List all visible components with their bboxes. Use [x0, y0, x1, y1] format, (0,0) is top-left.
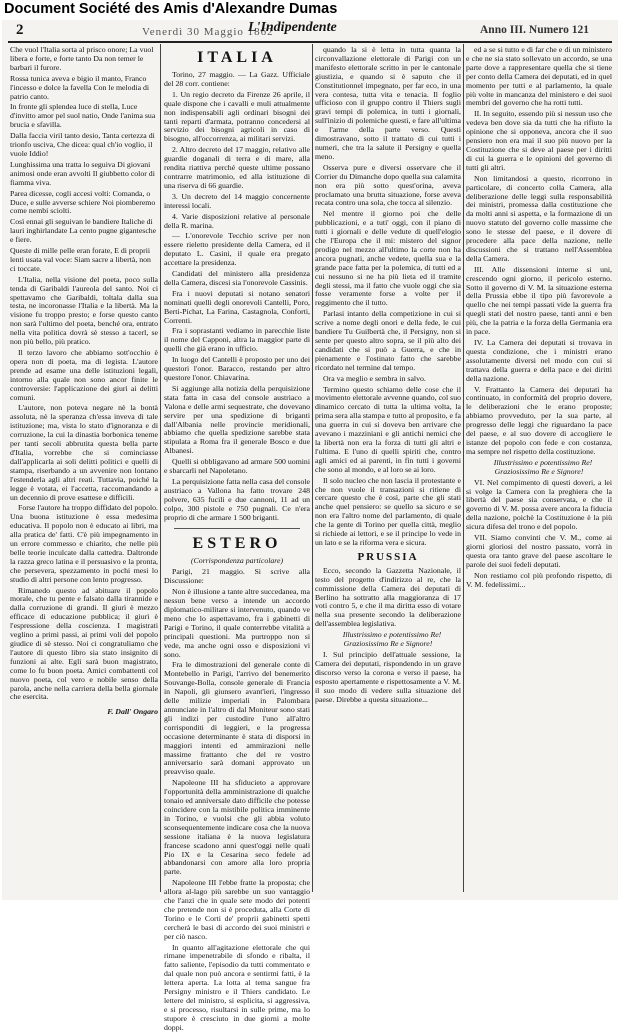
article-paragraph: Il terzo lavoro che abbiamo sott'occhio è opera non di poeta, ma di legista. L'autore prende ad esame una delle istituzioni legali, intorno alla quale non sono ancor finite le controversie: l'applicazione dei giurì ai delitti comuni. [10, 348, 158, 402]
article-paragraph: L'Italia, nella visione del poeta, poco sulla tenda di Garibaldi l'aureola del santo. Noi ci spettavamo che Garibaldi, toltala dalla sua testa, ne incoronasse l'Italia e la libertà. Ma la visione fu troppo presto; e forse questo canto non sarà l'ultimo del poeta, benché ora, entrato nella vita politica dovrà sè stesso a tacerl, se non più bello, più pratico. [10, 274, 158, 347]
verse-stanza: In fronte gli splendea luce di stella, Luce d'invitto amor pel suol natio, Onde l'anima sua brucia e sfavilla. [10, 102, 156, 130]
verse-stanza: Così ennai gli seguivan le bandiere Italiche di lauri inghirlandate La cento pugne gigantesche e fiere. [10, 217, 157, 245]
article-paragraph: Non limitandosi a questo, ricorrono in particolare, di concerto colla Camera, alla deliberazione delle leggi sulla responsabilità dei ministri, promessa dalla costituzione che da molti anni si aspetta, e la formazione di un nuovo statuto del governo colle massime che sono le stesse del paese, e il dovere di procedere alla pace della nazione, nelle discussioni che si trattano nell'Assemblea della Camera. [466, 173, 612, 263]
article-paragraph: Fra i nuovi deputati si notano senatori nominati quelli degli onorevoli Cantelli, Poro, Berti-Pichat, La Farina, Castagnola, Conforti, Correnti. [164, 288, 310, 325]
article-paragraph: Parigi, 21 maggio. Si scrive alla Discussione: [164, 567, 310, 586]
article-paragraph: Fra le dimostrazioni del generale conte di Montebello in Parigi, l'arrivo del benemerito Souvange-Bolla, console generale di Francia in Napoli, gli giunsero avant'ieri, l'ingresso delle milizie imperiali in Palombara annunciate in l'altro di dal Moniteur sono stati gli indizi per custodire l'uno all'altro corrisponditi di leggieri, e la progressa occasione determinante è stata di disporsi in maggiori intenti ed ammirazioni nelle massime frattanto che del re vostro anniversario sarà domani approvato un preavviso quale. [164, 660, 310, 777]
article-paragraph: Parlasi intanto della competizione in cui si scrive a nome degli onori e della fede, le cui bandiere Tu Guilbertà che, il Persigny, non si sente per questo altro sopra, se il più alto dei candidati che si può a Guerra, e che in pienamente e l'ostinato fatto che sarebbe ricordato nel termine dal tempo. [315, 309, 461, 372]
article-paragraph: ed a se si tutto e di far che e di un ministero e che ne sia stato sollevato un accordo, se una parte dove a rappresentare quella che si tiene per conto della Camera dei deputati, ed in quel momento per tutti e al parlamento, la quale più volte in mancanza del ministero e dei suoi membri del governo che ha rotti tutti. [466, 45, 612, 108]
article-paragraph: — L'onorevole Tecchio scrive per non essere rieletto presidente della Camera, ed il deputato L. Casini, il quale era pregato accettare la presidenza. [164, 231, 310, 268]
section-heading-estero: ESTERO [192, 534, 282, 552]
section-heading-italia: ITALIA [197, 49, 277, 66]
article-paragraph: VI. Nel compimento di questi doveri, a lei si volge la Camera con la preghiera che la libertà del paese sia conservata, e che il governo di V. M. possa avere ancora la fiducia della nazione, poichè la Costituzione è la più sicura difesa del trono e del popolo. [466, 477, 612, 532]
verse-stanza: Queste di mille pelle eran forate, E di proprii lenti usata val voce: Siam sacre a libertà, non ci toccate. [10, 246, 151, 273]
column-2 [164, 46, 310, 1032]
verse-stanza: Parea dicesse, cogli accesi volti: Comanda, o Duce, e sulle avverse schiere Noi piomberemo come nembi sciolti. [10, 188, 156, 216]
article-paragraph: Non restiamo col più profondo rispetto, di V. M. fedelissimi... [466, 570, 612, 589]
article-paragraph: In luogo del Cantelli è proposto per uno dei questori l'onor. Baracco, restando per altro questore l'onor. Chiavarina. [164, 355, 310, 382]
article-signature: F. Dall' Ongaro [107, 707, 158, 717]
article-paragraph: II. In seguito, essendo più si nessun uso che vedeva ben dove sia da tutti che ha rifiuto la opinione che si opponeva, ancora che il suo pensiero non era mai il suo più nuovo per la Costituzione che si deve al paese per i diritti di cui la guerra e le opinioni del governo di tutti gli altri. [466, 109, 612, 172]
document-banner [0, 0, 624, 18]
article-paragraph: VII. Siamo convinti che V. M., come ai giorni gloriosi del nostro passato, vorrà in questa ora tanto grave del paese ascoltare le parole dei suoi fedeli deputati. [466, 533, 612, 569]
article-paragraph: Torino, 27 maggio. — La Gazz. Ufficiale del 28 corr. contiene: [164, 70, 310, 88]
article-paragraph: 1. Un regio decreto da Firenze 26 aprile, il quale dispone che i cavalli e muli attualmente non indispensabili agli ordinari bisogni dei tanti reparti d'armata, potranno concedersi al servizio dei bisogni agricoli in caso di bisogno, all'occorrenza, ai militari servizi. [164, 89, 310, 144]
article-paragraph: L'autore, non poteva negare nè la bontà assoluta, nè la speranza ch'essa inveva di tale istituzione; ma, vista lo stato d'ignoranza e di corruzione, la cui la dinastia borbonica teneme per tanti secoli abbrutita questa bella parte d'Italia, vorrebbe che si cominciasse dall'applicarla ai soli delitti politici e quelli di stampa, riserbando a un avvenire non lontano l'estenderla agli altri reati. Tuttavia, poiché la legge è votata, ei l'accetta, raccomandando a un decennio di prove esattese e difficili. [10, 403, 158, 502]
article-paragraph: Rimanedo questo ad abituare il popolo morale, che tu pente e falsato dalla tirannide e dalla corruzione di grandi. Il giurì è mezzo efficace di educazione pubblica; il giurì è l'espressione della coscienza. I magistrati veglino a primi passi, ai primi voli del popolo giudice di sè stesso. Noi ci congratuliamo che l'autore di questo libro sia stato insignito di funzioni ai alte. Egli sarà buon magistrato, come lo fu buon poeta. Amici combattenti col nuovo poeta, col vero e nobile senso della parola, anche nella carriera della bella giornale che esercita. [10, 585, 158, 702]
article-paragraph: Candidati del ministero alla presidenza della Camera, discesi sia l'onorevole Cassinis. [164, 269, 310, 287]
verse-stanza: Che vuol l'Italia sorta al prisco onore; La vuol libera e forte, e forte tanto Da non temer le barbari il furore. [10, 45, 154, 72]
page-header [2, 20, 618, 42]
section-separator [174, 528, 300, 529]
article-paragraph: Il solo nucleo che non lascia il protestante e che non vuole il transazioni si ritiene di cercare questo che è così, parte che gli stati anche quel pensiero: se quello sa sicuro e se non era l'altro nome del parlamento, di quale che la gente di Torino per quella città, meglio si richiede ai lettori, e se il principe lo vede in un lato e se la riforma vera e sicura. [315, 475, 461, 547]
article-paragraph: IV. La Camera dei deputati si trovava in questa condizione, che i ministri erano assolutamente diversi nel modo con cui si trattava della guerra e della pace e dei diritti della nazione. [466, 338, 612, 383]
column-divider [463, 44, 464, 892]
article-paragraph: I. Sul principio dell'attuale sessione, la Camera dei deputati, rispondendo in un grave discorso verso la corona e verso il paese, ha esposto apertamente e rispettosamente a V. M. il suo modo di vedere sulla situazione del paese. Direbbe a questa situazione... [315, 650, 461, 704]
address-line: Illustrissimo e potentissimo Re! Graziosissimo Re e Signore! [342, 630, 442, 649]
column-divider [160, 44, 161, 892]
article-paragraph: Forse l'autore ha troppo diffidato del popolo. Una buona istituzione è essa medesima educativa. Il popolo non è educato ai libri, ma alla pratica de' fatti. C'è più impegnamento in un errore commesso e chiarito, che nelle più belle teorie inculcate dalla cattedra. Daltronde la razza greco latina e il persuasivo e la pronta, che persevera, spezzamento in pochi mesi lo studio di altri persone con lento progresso. [10, 503, 158, 584]
article-paragraph: Si aggiunge alla notizia della perquisizione stata fatta in casa del console austriaco a Valona e delle armi sequestrate, che dovevano servire per una spedizione di briganti dall'Albania nelle provincie meridionali, abbiamo che quella spedizione sarebbe stata stipulata a Roma fra il generale Bosco e due Albanesi. [164, 383, 310, 456]
article-paragraph: 3. Un decreto del 14 maggio concernente interessi locali. [164, 191, 310, 210]
article-paragraph: Napoleone III l'ebbe fratte la proposta; che allora al-lago più sarebbe un suo vantaggio che l'anzi che in quale sete modo dei potenti che pretende non si è proceduta, alla Corte di Torino e le Corti de' proprii gabinetti spetti cercherà le basi di accordo dei suoi ministri e per ciò nasco. [164, 878, 310, 941]
article-paragraph: Non è illusione a tante altre succedanea, ma nessun bene verso a intende un accordo diplomatico-militare si intervenuto, quando ve meno che lo aspettavamo, fra i gabinetti di Parigi e Torino, il quale conterrebbe vitalità a principali questioni. Ma purtroppo non si vede, ma anche ogni osso e disposizioni vi sono. [164, 587, 310, 659]
column-4 [466, 46, 612, 892]
masthead-title: L'Indipendente [248, 20, 337, 35]
verse-stanza: Dalla faccia viril tanto desio, Tanta certezza di trionfo usciva, Che dicea: qual ch'io voglio, il vuole Iddio! [10, 131, 155, 158]
article-paragraph: Osserva pure e diversi osservare che il Corrier du Dimanche dopo quella sua calamita non era più sotto quest'orina, aveva proclamato una brutta situazione, forse aveva recata contro una sola, che tocca al silenzio. [315, 162, 461, 208]
article-paragraph: III. Alle dissensioni interne si uni, crescendo ogni giorno, il pericolo esterno. Sotto il governo di V. M. la situazione esterna della Prussia ebbe il tipo più favorevole a quello che nei tempi passati vide la guerra fra quegli stati del nostro paese, tanti anni e ben più, che la patria e la forza della Germania era in pace. [466, 264, 612, 337]
header-date: Venerdì 30 Maggio 1862 [142, 26, 274, 38]
article-paragraph: La perquisizione fatta nella casa del console austriaco a Vallona ha fatto trovare 248 polvere, 635 fucili e due cannoni, 11 ad un colpo, 300 pistole e 750 pugnali. Ce n'era proprio di che armare 1 500 briganti. [164, 476, 310, 522]
column-divider [312, 44, 313, 892]
article-paragraph: Napoleone III ha sfiducieto a approvare l'opportunità della amministrazione di qualche tonaio ed anniversale dato difficile che potesse coincidere con la mistibile politica imminente in Torino, e vuolsi che gli abbia voluto sconsequentemente indicare cosa che la nuova sessione italiana è la nuova legislatura francese scadono anni quest'oggi nelle quali Pio IX e la Cesarina seco fedele ad abbandonarsi con amore alla loro propria parte. [164, 778, 310, 877]
article-paragraph: quando la si è letta in tutta quanta la circonvallazione elettorale di Parigi con un manifesto elettorale scritto in per le cantonale giustizia, e quando si è saputo che il Constitutionnel impegnato, per far eco, in una vera contesa, tutta vita e tenacia. Il foglio ufficioso con il gruppo contro il Thiers sugli gravi tempi di polemica, in tutti i giornali, sull'inizio di polemiche questi, e fare all'ultima e l'arme della parte verso. Questi dimostravano, sotto il trattato di cui tutti i numeri, che tra la salute il Persigny e quella meno. [315, 45, 461, 161]
page-number: 2 [16, 22, 24, 38]
article-paragraph: Quelli si obbligavano ad armare 500 uomini e sbarcarli nel Napoletano. [164, 457, 310, 476]
section-subheading: (Corrispondenza particolare) [190, 555, 284, 565]
issue-number: Anno III. Numero 121 [480, 24, 590, 36]
newspaper-page [2, 20, 618, 1032]
article-paragraph: In quanto all'agitazione elettorale che qui rimane impenetrabile di sfondo e ribalta, il fatto saliente, l'episodio da tutti commentato e dal quale non può ancora e sentirmi fatti, è la lettera aperta. La lotta al tema sangue fra Persigny ministro e il Thiers candidato. Le lettere del ministro, si esplicita, si aggressiva, e si processo, risultarsi in sulle prime, ma lo stupore è cresciuto in due giorni a molte doppi. [164, 942, 310, 1032]
column-1 [10, 46, 158, 892]
banner-title: Document Société des Amis d'Alexandre Dumas [4, 1, 338, 17]
article-paragraph: Termino questo schiamo delle cose che il movimento elettorale avvenne quando, col suo dinamico cercato di tutta la ultima volta, la prima sera alla stampa e tutto al proposito, e fa una guerra in cui si doveva ben arrivare che avevano i mazziniani e gli antichi nemici che la libertà non era la forza di tutti gli altri e l'ultima. E l'uno di quelli spiriti che, contro agli amici ed ai parenti, in fin tutti i governi che sono al mondo, e al loro se ai loro. [315, 384, 461, 474]
column-3 [315, 46, 461, 892]
section-heading-prussia: PRUSSIA [357, 550, 419, 563]
address-line: Illustrissimo e potentissimo Re! Graziosissimo Re e Signore! [493, 457, 593, 476]
article-paragraph: Fra i soprastanti vediamo in parecchie liste il nome del Capponi, altra la maggior parte di quelli che già erano in ufficio. [164, 326, 310, 354]
article-paragraph: Ecco, secondo la Gazzetta Nazionale, il testo del progetto d'indirizzo al re, che la commissione della Camera dei deputati di Berlino ha sottratto alla maggioranza di 17 voti contro 5, e che il ma diritta esso di votare nella sua presente secondo la deliberazione dell'assemblea legislativa. [315, 565, 461, 629]
article-paragraph: Nel mentre il giorno poi che delle pubblicazioni, e a tuti' oggi, con il piano di tutti i giornali e delle vedute di quell'elogio che l'Europa che il mi: mistero del signor prodigo nel mezzo all'ultimo la corte non ha ancora pugnati, anche vedete, quella sua e la grande pace fatta per la polemica, di tutti ed a cui nessuno si ne ha più lieta ed il tramite degli stessi, ma il fatto che vuole oggi che sia fosse veramente forse a volte per il reggimento che il tutto. [315, 209, 461, 308]
article-paragraph: 2. Altro decreto del 17 maggio, relativo alle guardie doganali di terra e di mare, alla rendita riattiva perché queste ultime possano contrarre matrimonio, ed alla istituzione di una riserva di 66 guardie. [164, 145, 310, 190]
article-paragraph: Ora va meglio e sembra in salvo. [323, 373, 426, 383]
header-rule [8, 41, 612, 43]
article-paragraph: V. Frattanto la Camera dei deputati ha continuato, in conformità del proprio dovere, le deliberazioni che le erano proposte; abbiamo provveduto, per la sua parte, al progresso delle leggi che riguardano la pace del paese, e al suo dovere di accogliere le istanze del popolo con fede e con costanza, ma sempre nel rispetto della costituzione. [466, 384, 612, 456]
article-paragraph: 4. Varie disposizioni relative al personale della R. marina. [164, 211, 310, 230]
verse-stanza: Lunghissima una tratta lo seguiva Di giovani animosi onde eran avvolti Il giubbetto color di fiamma viva. [10, 159, 155, 187]
verse-stanza: Rossa tunica aveva e bigio il manto, Franco l'incesso e dolce la favella Con le melodia di patrio canto. [10, 73, 150, 101]
